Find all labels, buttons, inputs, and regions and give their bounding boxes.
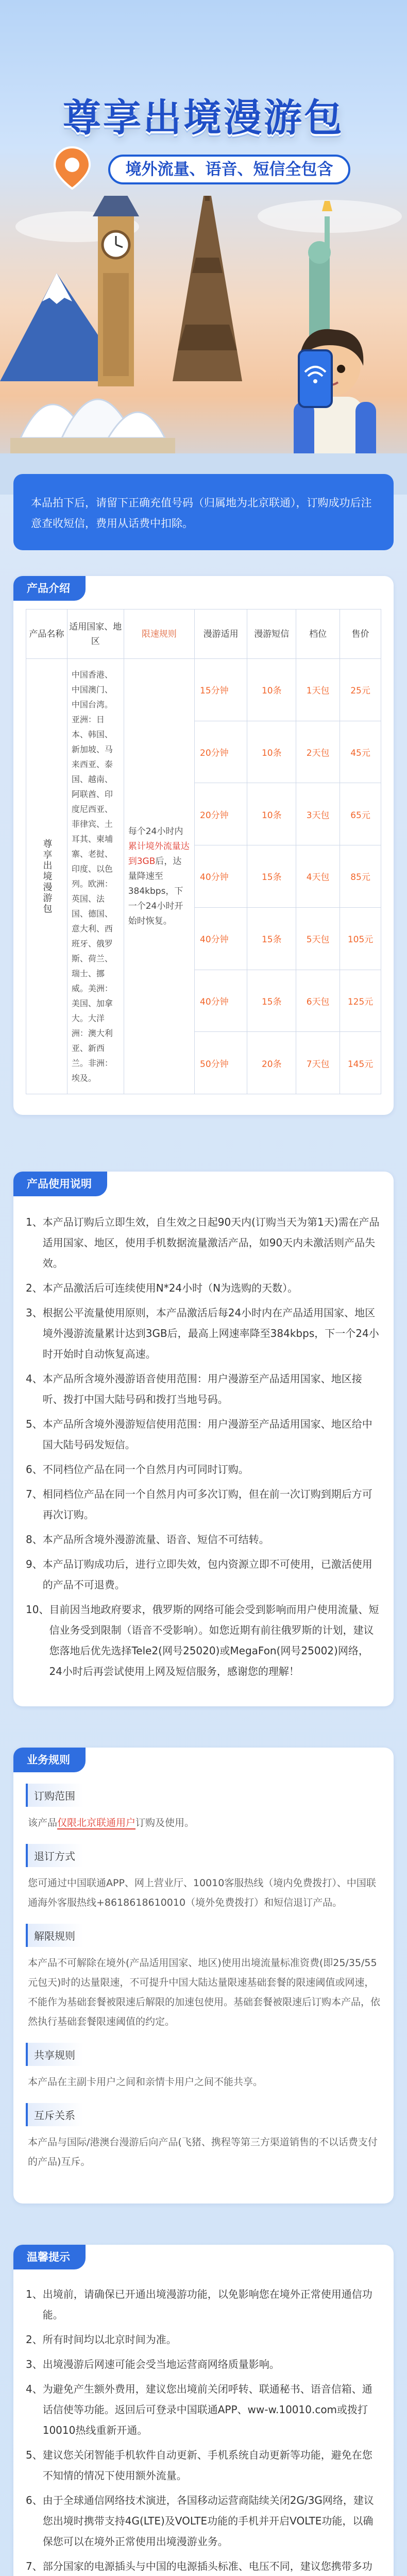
rule-text: 该产品仅限北京联通用户订购及使用。 (28, 1817, 195, 1828)
row-tier: 3天包 (296, 783, 340, 845)
tips-list (26, 2284, 381, 2576)
row-price: 105元 (340, 907, 381, 970)
rule-text: 本产品不可解除在境外(产品适用国家、地区)使用出境流量标准资费(即25/35/55元包天)时的达量限速，不可提升中国大陆达量限速基础套餐的限速阈值或网速，不能作为基础套餐被限速后解限的加速包使用。基础套餐被限速后订购本产品，依然执行基础套餐限速阈值的约定。 (28, 1957, 381, 2027)
usage-list (26, 1212, 381, 1682)
row-sms: 15条 (247, 970, 296, 1032)
list-item: 9、 本产品订购成功后，进行立即失效，包内资源立即不可使用，已激活使用的产品不可退费。 (26, 1558, 372, 1591)
list-item: 5、 建议您关闭智能手机软件自动更新、手机系统自动更新等功能，避免在您不知情的情况下使用额外流量。 (26, 2449, 372, 2482)
business-rules-card (13, 1748, 394, 2204)
row-price: 125元 (340, 970, 381, 1032)
rule-mutual-exclusion (26, 2103, 381, 2172)
row-days: 40分钟 (195, 907, 247, 970)
row-tier: 6天包 (296, 970, 340, 1032)
business-rules-tab: 业务规则 (13, 1748, 86, 1772)
rule-heading: 互斥关系 (26, 2103, 83, 2126)
row-sms: 20条 (247, 1032, 296, 1094)
header-price: 售价 (340, 609, 381, 659)
header-rule: 限速规则 (124, 609, 194, 659)
rule-speed-unlock (26, 1924, 381, 2031)
list-item: 4、 本产品所含境外漫游语音使用范围：用户漫游至产品适用国家、地区接听、拨打中国大陆号码和拨打当地号码。 (26, 1372, 362, 1405)
product-intro-tab: 产品介绍 (13, 576, 86, 601)
rule-unsubscribe (26, 1844, 381, 1912)
row-tier: 2天包 (296, 721, 340, 783)
landmarks-illustration (0, 196, 407, 495)
header-tier: 档位 (296, 609, 340, 659)
list-item: 1、 出境前，请确保已开通出境漫游功能，以免影响您在境外正常使用通信功能。 (26, 2288, 372, 2321)
rule-order-scope (26, 1784, 381, 1833)
usage-card (13, 1172, 394, 1706)
row-sms: 15条 (247, 907, 296, 970)
list-item: 7、 相同档位产品在同一个自然月内可多次订购，但在前一次订购到期后方可再次订购。 (26, 1488, 372, 1521)
hero-subtitle: 境外流量、语音、短信全包含 (108, 155, 350, 184)
list-item: 4、 为避免产生额外费用，建议您出境前关闭呼转、联通秘书、语音信箱、通话信使等功能。返回后可登录中国联通APP、ww-w.10010.com或拨打10010热线重新开通。 (26, 2383, 372, 2436)
list-item: 5、 本产品所含境外漫游短信使用范围：用户漫游至产品适用国家、地区给中国大陆号码发短信。 (26, 1418, 372, 1451)
list-item: 1、 本产品订购后立即生效，自生效之日起90天内(订购当天为第1天)需在产品适用国家、地区，使用手机数据流量激活产品，如90天内未激活则产品失效。 (26, 1216, 380, 1269)
row-days: 40分钟 (195, 845, 247, 908)
product-table (26, 609, 381, 1094)
header-sms: 漫游短信 (247, 609, 296, 659)
row-price: 25元 (340, 659, 381, 721)
list-item: 3、 根据公平流量使用原则，本产品激活后每24小时内在产品适用国家、地区境外漫游流量累计达到3GB后，最高上网速率降至384kbps，下一个24小时开始时自动恢复高速。 (26, 1307, 379, 1360)
table-header-row (26, 609, 381, 659)
list-item: 3、 出境漫游后网速可能会受当地运营商网络质量影响。 (26, 2358, 280, 2370)
rule-text: 您可通过中国联通APP、网上营业厅、10010客服热线（境内免费拨打）、中国联通海外客服热线+8618618610010（境外免费拨打）和短信退订产品。 (28, 1877, 376, 1908)
row-days: 50分钟 (195, 1032, 247, 1094)
product-intro-card (13, 576, 394, 1115)
row-tier: 1天包 (296, 659, 340, 721)
tips-card (13, 2245, 394, 2576)
header-name: 产品名称 (26, 609, 67, 659)
order-notice: 本品拍下后，请留下正确充值号码（归属地为北京联通），订购成功后注意查收短信，费用从话费中扣除。 (13, 474, 394, 550)
row-days: 20分钟 (195, 721, 247, 783)
list-item: 6、 由于全球通信网络技术演进，各国移动运营商陆续关闭2G/3G网络，建议您出境时携带支持4G(LTE)及VOLTE功能的手机并开启VOLTE功能，以确保您可以在境外正常使用出境漫游业务。 (26, 2494, 374, 2548)
row-days: 20分钟 (195, 783, 247, 845)
row-price: 45元 (340, 721, 381, 783)
row-price: 145元 (340, 1032, 381, 1094)
header-days: 漫游适用 (195, 609, 247, 659)
list-item: 10、 目前因当地政府要求，俄罗斯的网络可能会受到影响而用户使用流量、短信业务受到限制（语音不受影响）。如您近期有前往俄罗斯的计划，建议您落地后优先选择Tele2(网号25020)或MegaFon(网号25002)网络，24小时后再尝试使用上网及短信服务，感谢您的理解！ (26, 1603, 379, 1677)
speed-rule-cell: 每个24小时内累计境外流量达到3GB后，达量降速至384kbps，下一个24小时开始时恢复。 (124, 659, 194, 1094)
rule-heading: 解限规则 (26, 1924, 83, 1947)
row-days: 40分钟 (195, 970, 247, 1032)
list-item: 2、 所有时间均以北京时间为准。 (26, 2333, 177, 2346)
tips-tab: 温馨提示 (13, 2245, 86, 2269)
rule-heading: 订购范围 (26, 1784, 83, 1807)
location-pin-icon (48, 144, 96, 192)
row-tier: 7天包 (296, 1032, 340, 1094)
hero-banner (0, 0, 407, 495)
row-days: 15分钟 (195, 659, 247, 721)
rule-text: 本产品与国际/港澳台漫游后向产品(飞猪、携程等第三方渠道销售的不以话费支付的产品)互斥。 (28, 2137, 378, 2167)
usage-tab: 产品使用说明 (13, 1172, 107, 1196)
row-tier: 5天包 (296, 907, 340, 970)
row-sms: 10条 (247, 721, 296, 783)
list-item: 8、 本产品所含境外漫游流量、语音、短信不可结转。 (26, 1533, 269, 1546)
list-item: 6、 不同档位产品在同一个自然月内可同时订购。 (26, 1463, 249, 1476)
hero-title: 尊享出境漫游包 (63, 96, 344, 140)
list-item: 2、 本产品激活后可连续使用N*24小时（N为选购的天数）。 (26, 1282, 298, 1294)
row-tier: 4天包 (296, 845, 340, 908)
row-sms: 15条 (247, 845, 296, 908)
rule-sharing (26, 2043, 381, 2092)
rule-text: 本产品在主副卡用户之间和亲情卡用户之间不能共享。 (28, 2076, 263, 2088)
row-price: 65元 (340, 783, 381, 845)
row-sms: 10条 (247, 659, 296, 721)
table-row (26, 659, 381, 721)
rule-heading: 共享规则 (26, 2043, 83, 2066)
rule-heading: 退订方式 (26, 1844, 83, 1867)
list-item: 7、 部分国家的电源插头与中国的电源插头标准、电压不同，建议您携带多功 (26, 2560, 372, 2572)
row-sms: 10条 (247, 783, 296, 845)
product-name-cell: 尊享出境漫游包 (26, 659, 67, 1094)
regions-cell: 中国香港、中国澳门、中国台湾。亚洲：日本、韩国、新加坡、马来西亚、泰国、越南、阿联酋、印度尼西亚、菲律宾、土耳其、柬埔寨、老挝、印度、以色列。欧洲：英国、法国、德国、意大利、西班牙、俄罗斯、荷兰、瑞士、挪威。美洲：美国、加拿大。大洋洲：澳大利亚、新西兰。非洲：埃及。 (67, 659, 124, 1094)
header-regions: 适用国家、地区 (67, 609, 124, 659)
row-price: 85元 (340, 845, 381, 908)
